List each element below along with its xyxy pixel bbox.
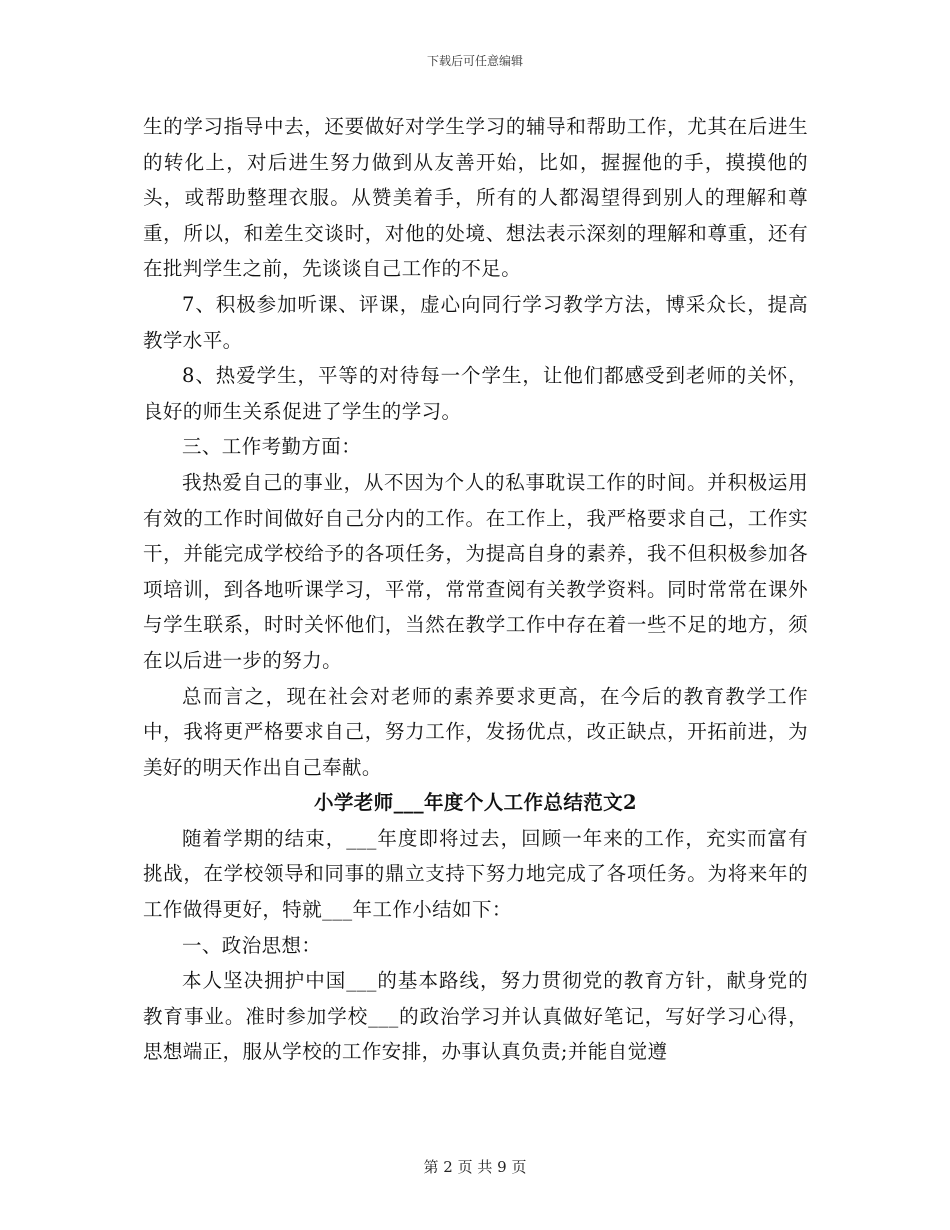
section-heading-politics: 一、政治思想：	[182, 933, 322, 957]
paragraph-1: 生的学习指导中去，还要做好对学生学习的辅导和帮助工作，尤其在后进生的转化上，对后进生努力做到从友善开始，比如，握握他的手，摸摸他的头，或帮助整理衣服。从赞美着手，所有的人都渴望得到别人的理解和尊重，所以，和差生交谈时，对他的处境、想法表示深刻的理解和尊重，还有在批判学生之前，先谈谈自己工作的不足。	[143, 115, 808, 281]
section-heading-attendance: 三、工作考勤方面：	[182, 435, 362, 459]
paragraph-5: 我热爱自己的事业，从不因为个人的私事耽误工作的时间。并积极运用有效的工作时间做好自己分内的工作。在工作上，我严格要求自己，工作实干，并能完成学校给予的各项任务，为提高自身的素养，我不但积极参加各项培训，到各地听课学习，平常，常常查阅有关教学资料。同时常常在课外与学生联系，时时关怀他们，当然在教学工作中存在着一些不足的地方，须在以后进一步的努力。	[143, 470, 808, 672]
paragraph-3: 8、热爱学生，平等的对待每一个学生，让他们都感受到老师的关怀，良好的师生关系促进了学生的学习。	[143, 364, 808, 423]
document-body	[143, 109, 808, 1070]
article-title: 小学老师___年度个人工作总结范文2	[313, 791, 638, 815]
page-number: 第 2 页 共 9 页	[423, 1158, 527, 1176]
paragraph-9: 本人坚决拥护中国___的基本路线，努力贯彻党的教育方针，献身党的教育事业。准时参加学校___的政治学习并认真做好笔记，写好学习心得，思想端正，服从学校的工作安排，办事认真负责;并能自觉遵	[143, 969, 808, 1064]
paragraph-7: 随着学期的结束，___年度即将过去，回顾一年来的工作，充实而富有挑战，在学校领导和同事的鼎立支持下努力地完成了各项任务。为将来年的工作做得更好，特就___年工作小结如下：	[143, 826, 808, 922]
paragraph-2: 7、积极参加听课、评课，虚心向同行学习教学方法，博采众长，提高教学水平。	[143, 292, 808, 352]
paragraph-6: 总而言之，现在社会对老师的素养要求更高，在今后的教育教学工作中，我将更严格要求自己，努力工作，发扬优点，改正缺点，开拓前进，为美好的明天作出自己奉献。	[143, 684, 808, 779]
page-header: 下载后可任意编辑	[426, 54, 523, 68]
